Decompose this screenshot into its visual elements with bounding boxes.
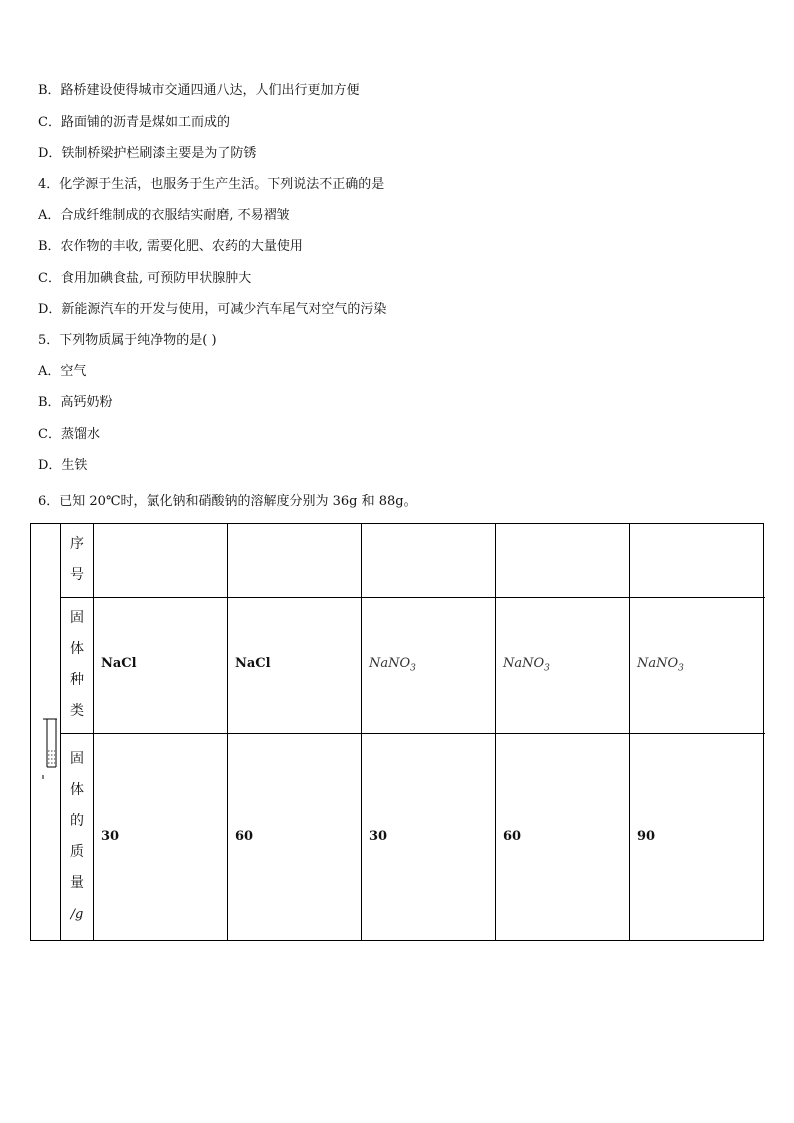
row-header-char: /g	[70, 906, 84, 922]
option-d-q5: D．生铁	[38, 458, 88, 473]
row-solid-type	[61, 597, 765, 733]
row-header-char: 体	[70, 641, 84, 657]
row-header-char: 的	[70, 812, 84, 829]
number-cell	[94, 524, 228, 597]
row-header-char: 种	[70, 672, 84, 688]
option-b-q5: B．高钙奶粉	[38, 395, 113, 410]
mass-cell: 60	[496, 733, 630, 940]
option-c-q4: C．食用加碘食盐, 可预防甲状腺肿大	[38, 271, 252, 286]
row-header-char: 序	[70, 536, 84, 553]
question-6-stem: 6．已知 20℃时，氯化钠和硝酸钠的溶解度分别为 36g 和 88g。	[38, 494, 417, 509]
row-header-number	[61, 524, 94, 597]
row-header-char: 体	[70, 781, 84, 798]
number-cell	[228, 524, 362, 597]
type-cell: NaCl	[228, 597, 362, 733]
type-cell: NaNO$_3$	[630, 597, 765, 733]
option-c-q5: C．蒸馏水	[38, 427, 100, 442]
mass-cell: 30	[94, 733, 228, 940]
test-tube-icon	[41, 717, 59, 779]
row-header-solid-type	[61, 597, 94, 733]
row-header-char: 类	[70, 703, 84, 719]
question-4-stem: 4．化学源于生活，也服务于生产生活。下列说法不正确的是	[38, 177, 385, 192]
type-cell: NaNO$_3$	[362, 597, 496, 733]
row-header-char: 固	[70, 750, 84, 767]
number-cell	[630, 524, 765, 597]
number-cell	[496, 524, 630, 597]
row-header-char: 量	[70, 874, 84, 891]
experiment-table	[30, 523, 764, 941]
option-a-q5: A．空气	[38, 364, 87, 379]
data-grid	[60, 524, 765, 940]
option-b-q3: B．路桥建设使得城市交通四通八达，人们出行更加方便	[38, 83, 360, 98]
row-solid-mass	[61, 733, 765, 940]
question-5-stem: 5．下列物质属于纯净物的是( )	[38, 333, 217, 348]
option-a-q4: A．合成纤维制成的衣服结实耐磨, 不易褶皱	[38, 208, 290, 223]
option-b-q4: B．农作物的丰收, 需要化肥、农药的大量使用	[38, 239, 303, 254]
apparatus-column	[31, 524, 60, 940]
row-header-char: 固	[70, 610, 84, 626]
mass-cell: 60	[228, 733, 362, 940]
row-header-char: 号	[70, 567, 84, 584]
option-c-q3: C．路面铺的沥青是煤如工而成的	[38, 115, 230, 130]
option-d-q3: D．铁制桥梁护栏刷漆主要是为了防锈	[38, 146, 257, 161]
mass-cell: 30	[362, 733, 496, 940]
row-header-char: 质	[70, 843, 84, 860]
row-header-solid-mass	[61, 733, 94, 940]
type-cell: NaCl	[94, 597, 228, 733]
row-number	[61, 524, 765, 597]
type-cell: NaNO$_3$	[496, 597, 630, 733]
option-d-q4: D．新能源汽车的开发与使用，可减少汽车尾气对空气的污染	[38, 302, 387, 317]
number-cell	[362, 524, 496, 597]
mass-cell: 90	[630, 733, 765, 940]
